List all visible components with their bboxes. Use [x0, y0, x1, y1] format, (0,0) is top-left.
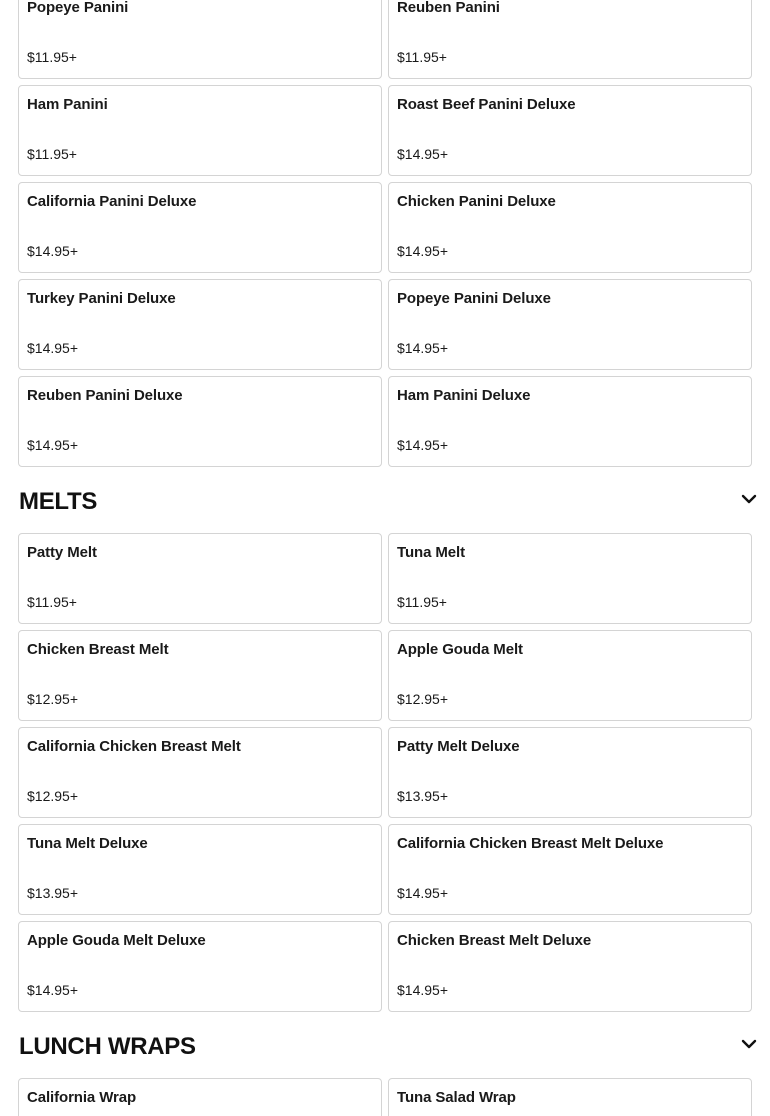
menu-item-card[interactable] [388, 630, 752, 721]
menu-item-card[interactable] [18, 824, 382, 915]
menu-item-name: Roast Beef Panini Deluxe [397, 96, 576, 113]
menu-item-price: $14.95+ [27, 982, 78, 998]
menu-item-card[interactable] [388, 921, 752, 1012]
menu-item-price: $14.95+ [27, 340, 78, 356]
menu-item-card[interactable] [18, 85, 382, 176]
melts-items-grid [18, 533, 752, 1012]
chevron-down-icon [740, 1035, 758, 1053]
menu-item-name: Turkey Panini Deluxe [27, 290, 176, 307]
menu-item-price: $14.95+ [27, 243, 78, 259]
menu-item-name: Patty Melt [27, 544, 97, 561]
menu-item-card[interactable] [388, 1078, 752, 1116]
menu-item-price: $14.95+ [397, 146, 448, 162]
menu-item-card[interactable] [18, 0, 382, 79]
menu-item-card[interactable] [18, 1078, 382, 1116]
menu-item-card[interactable] [18, 630, 382, 721]
menu-item-name: Tuna Melt Deluxe [27, 835, 148, 852]
menu-item-card[interactable] [18, 533, 382, 624]
menu-item-price: $11.95+ [397, 594, 447, 610]
menu-item-card[interactable] [18, 376, 382, 467]
menu-item-name: Ham Panini Deluxe [397, 387, 531, 404]
section-header-lunch-wraps[interactable] [18, 1029, 758, 1065]
menu-item-name: Apple Gouda Melt Deluxe [27, 932, 206, 949]
menu-item-name: Patty Melt Deluxe [397, 738, 520, 755]
menu-item-price: $14.95+ [397, 885, 448, 901]
menu-item-price: $12.95+ [27, 691, 78, 707]
menu-item-price: $14.95+ [397, 243, 448, 259]
menu-item-price: $13.95+ [397, 788, 448, 804]
menu-item-name: Reuben Panini Deluxe [27, 387, 183, 404]
menu-item-card[interactable] [388, 727, 752, 818]
menu-item-price: $11.95+ [27, 146, 77, 162]
menu-item-price: $12.95+ [397, 691, 448, 707]
menu-item-card[interactable] [388, 182, 752, 273]
menu-item-name: Chicken Breast Melt Deluxe [397, 932, 592, 949]
menu-item-name: Reuben Panini [397, 0, 500, 16]
panini-items-grid [18, 0, 752, 467]
menu-item-name: Tuna Melt [397, 544, 465, 561]
menu-item-price: $14.95+ [397, 437, 448, 453]
menu-item-price: $14.95+ [397, 340, 448, 356]
menu-item-name: Chicken Breast Melt [27, 641, 169, 658]
menu-item-card[interactable] [388, 376, 752, 467]
menu-item-card[interactable] [388, 824, 752, 915]
menu-item-name: Tuna Salad Wrap [397, 1089, 516, 1106]
menu-item-price: $13.95+ [27, 885, 78, 901]
lunch-wraps-items-grid [18, 1078, 752, 1116]
menu-item-price: $11.95+ [397, 49, 447, 65]
menu-item-card[interactable] [18, 727, 382, 818]
menu-item-name: Popeye Panini [27, 0, 129, 16]
section-title: LUNCH WRAPS [19, 1033, 196, 1060]
menu-item-name: California Chicken Breast Melt [27, 738, 241, 755]
menu-item-name: Apple Gouda Melt [397, 641, 523, 658]
menu-item-price: $14.95+ [397, 982, 448, 998]
menu-item-price: $11.95+ [27, 594, 77, 610]
menu-item-card[interactable] [18, 921, 382, 1012]
menu-item-price: $11.95+ [27, 49, 77, 65]
menu-item-card[interactable] [388, 533, 752, 624]
menu-item-name: California Chicken Breast Melt Deluxe [397, 835, 664, 852]
menu-item-price: $14.95+ [27, 437, 78, 453]
section-header-melts[interactable] [18, 484, 758, 520]
menu-item-name: Chicken Panini Deluxe [397, 193, 556, 210]
chevron-down-icon [740, 490, 758, 508]
menu-item-card[interactable] [388, 279, 752, 370]
menu-item-card[interactable] [18, 182, 382, 273]
menu-item-card[interactable] [388, 0, 752, 79]
menu-item-card[interactable] [18, 279, 382, 370]
menu-item-name: Ham Panini [27, 96, 108, 113]
section-title: MELTS [19, 488, 98, 515]
menu-item-name: California Panini Deluxe [27, 193, 197, 210]
menu-item-price: $12.95+ [27, 788, 78, 804]
menu-item-card[interactable] [388, 85, 752, 176]
menu-item-name: Popeye Panini Deluxe [397, 290, 551, 307]
menu-item-name: California Wrap [27, 1089, 137, 1106]
